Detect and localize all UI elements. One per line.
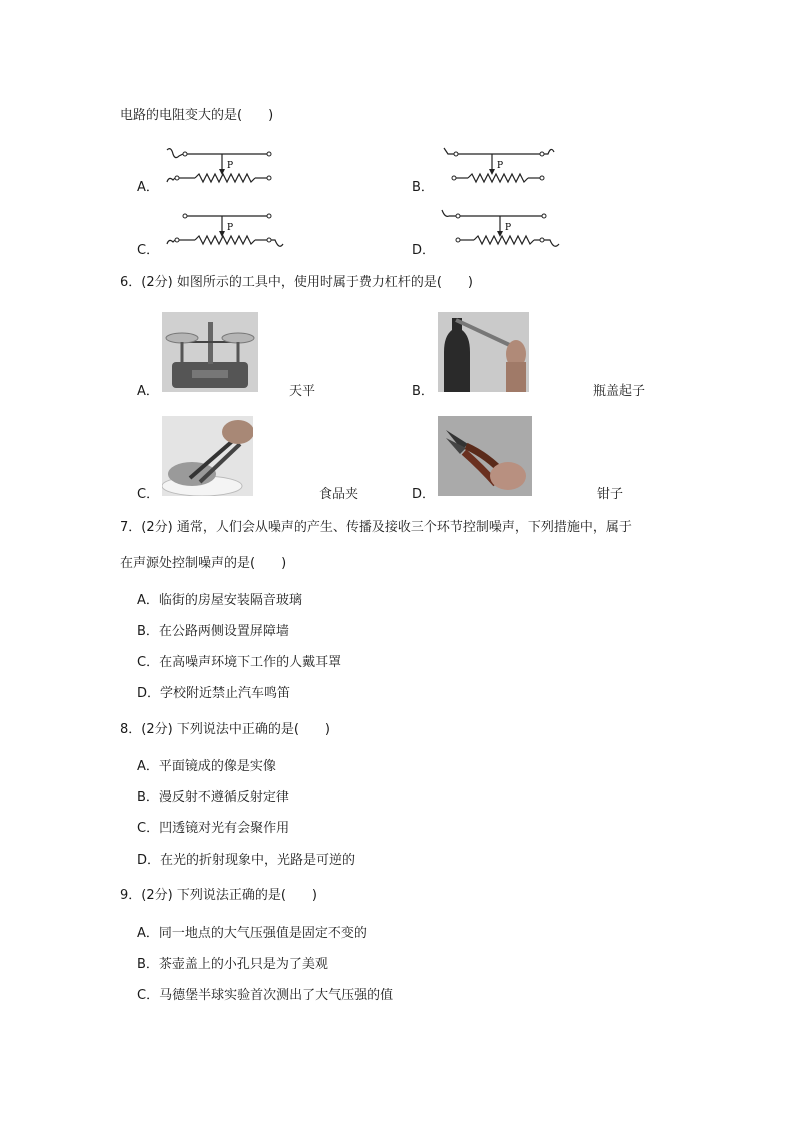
q7-stem-line2: 在声源处控制噪声的是( ) [120,556,287,571]
q6-option-c-label: C． [137,487,160,502]
q8-option-a: A．平面镜成的像是实像 [137,759,276,774]
q5-option-a-label: A． [137,180,159,195]
q7-option-a: A．临街的房屋安装隔音玻璃 [137,593,302,608]
q6-option-a-label: A． [137,384,159,399]
q5-stem-tail: 电路的电阻变大的是( ) [120,108,274,123]
q8-stem: 8．(2分) 下列说法中正确的是( ) [120,722,330,737]
q6-stem: 6．(2分) 如图所示的工具中，使用时属于费力杠杆的是( ) [120,275,473,290]
food-tongs-image [162,416,253,496]
q9-stem: 9．(2分) 下列说法正确的是( ) [120,888,317,903]
q8-option-d: D．在光的折射现象中，光路是可逆的 [137,853,356,868]
q5-a-slider-label: P [227,161,234,171]
q5-b-slider-label: P [497,161,504,171]
q6-option-d-text: 钳子 [597,487,624,502]
q9-option-c: C．马德堡半球实验首次测出了大气压强的值 [137,988,394,1003]
q5-option-d-label: D． [412,243,436,258]
q6-option-c-text: 食品夹 [319,487,359,502]
q5-option-d-rheostat-diagram [440,206,570,256]
balance-scale-image [162,312,258,392]
q5-c-slider-label: P [227,223,234,233]
q6-option-b-label: B． [412,384,434,399]
pliers-image [438,416,532,496]
q7-stem-line1: 7．(2分) 通常，人们会从噪声的产生、传播及接收三个环节控制噪声，下列措施中，属于 [120,520,632,535]
q7-option-b: B．在公路两侧设置屏障墙 [137,624,289,639]
q6-option-d-label: D． [412,487,436,502]
q5-option-b-label: B． [412,180,434,195]
bottle-opener-image [438,312,529,392]
q7-option-d: D．学校附近禁止汽车鸣笛 [137,686,291,701]
q5-option-c-rheostat-diagram [165,206,295,256]
q9-option-b: B．茶壶盖上的小孔只是为了美观 [137,957,328,972]
q8-option-c: C．凹透镜对光有会聚作用 [137,821,290,836]
q5-d-slider-label: P [505,223,512,233]
q7-option-c: C．在高噪声环境下工作的人戴耳罩 [137,655,342,670]
q9-option-a: A．同一地点的大气压强值是固定不变的 [137,926,367,941]
q5-option-b-rheostat-diagram [440,144,560,194]
q5-option-c-label: C． [137,243,160,258]
q6-option-b-text: 瓶盖起子 [593,384,646,399]
q6-option-a-text: 天平 [289,384,316,399]
q8-option-b: B．漫反射不遵循反射定律 [137,790,289,805]
q5-option-a-rheostat-diagram [165,144,275,194]
